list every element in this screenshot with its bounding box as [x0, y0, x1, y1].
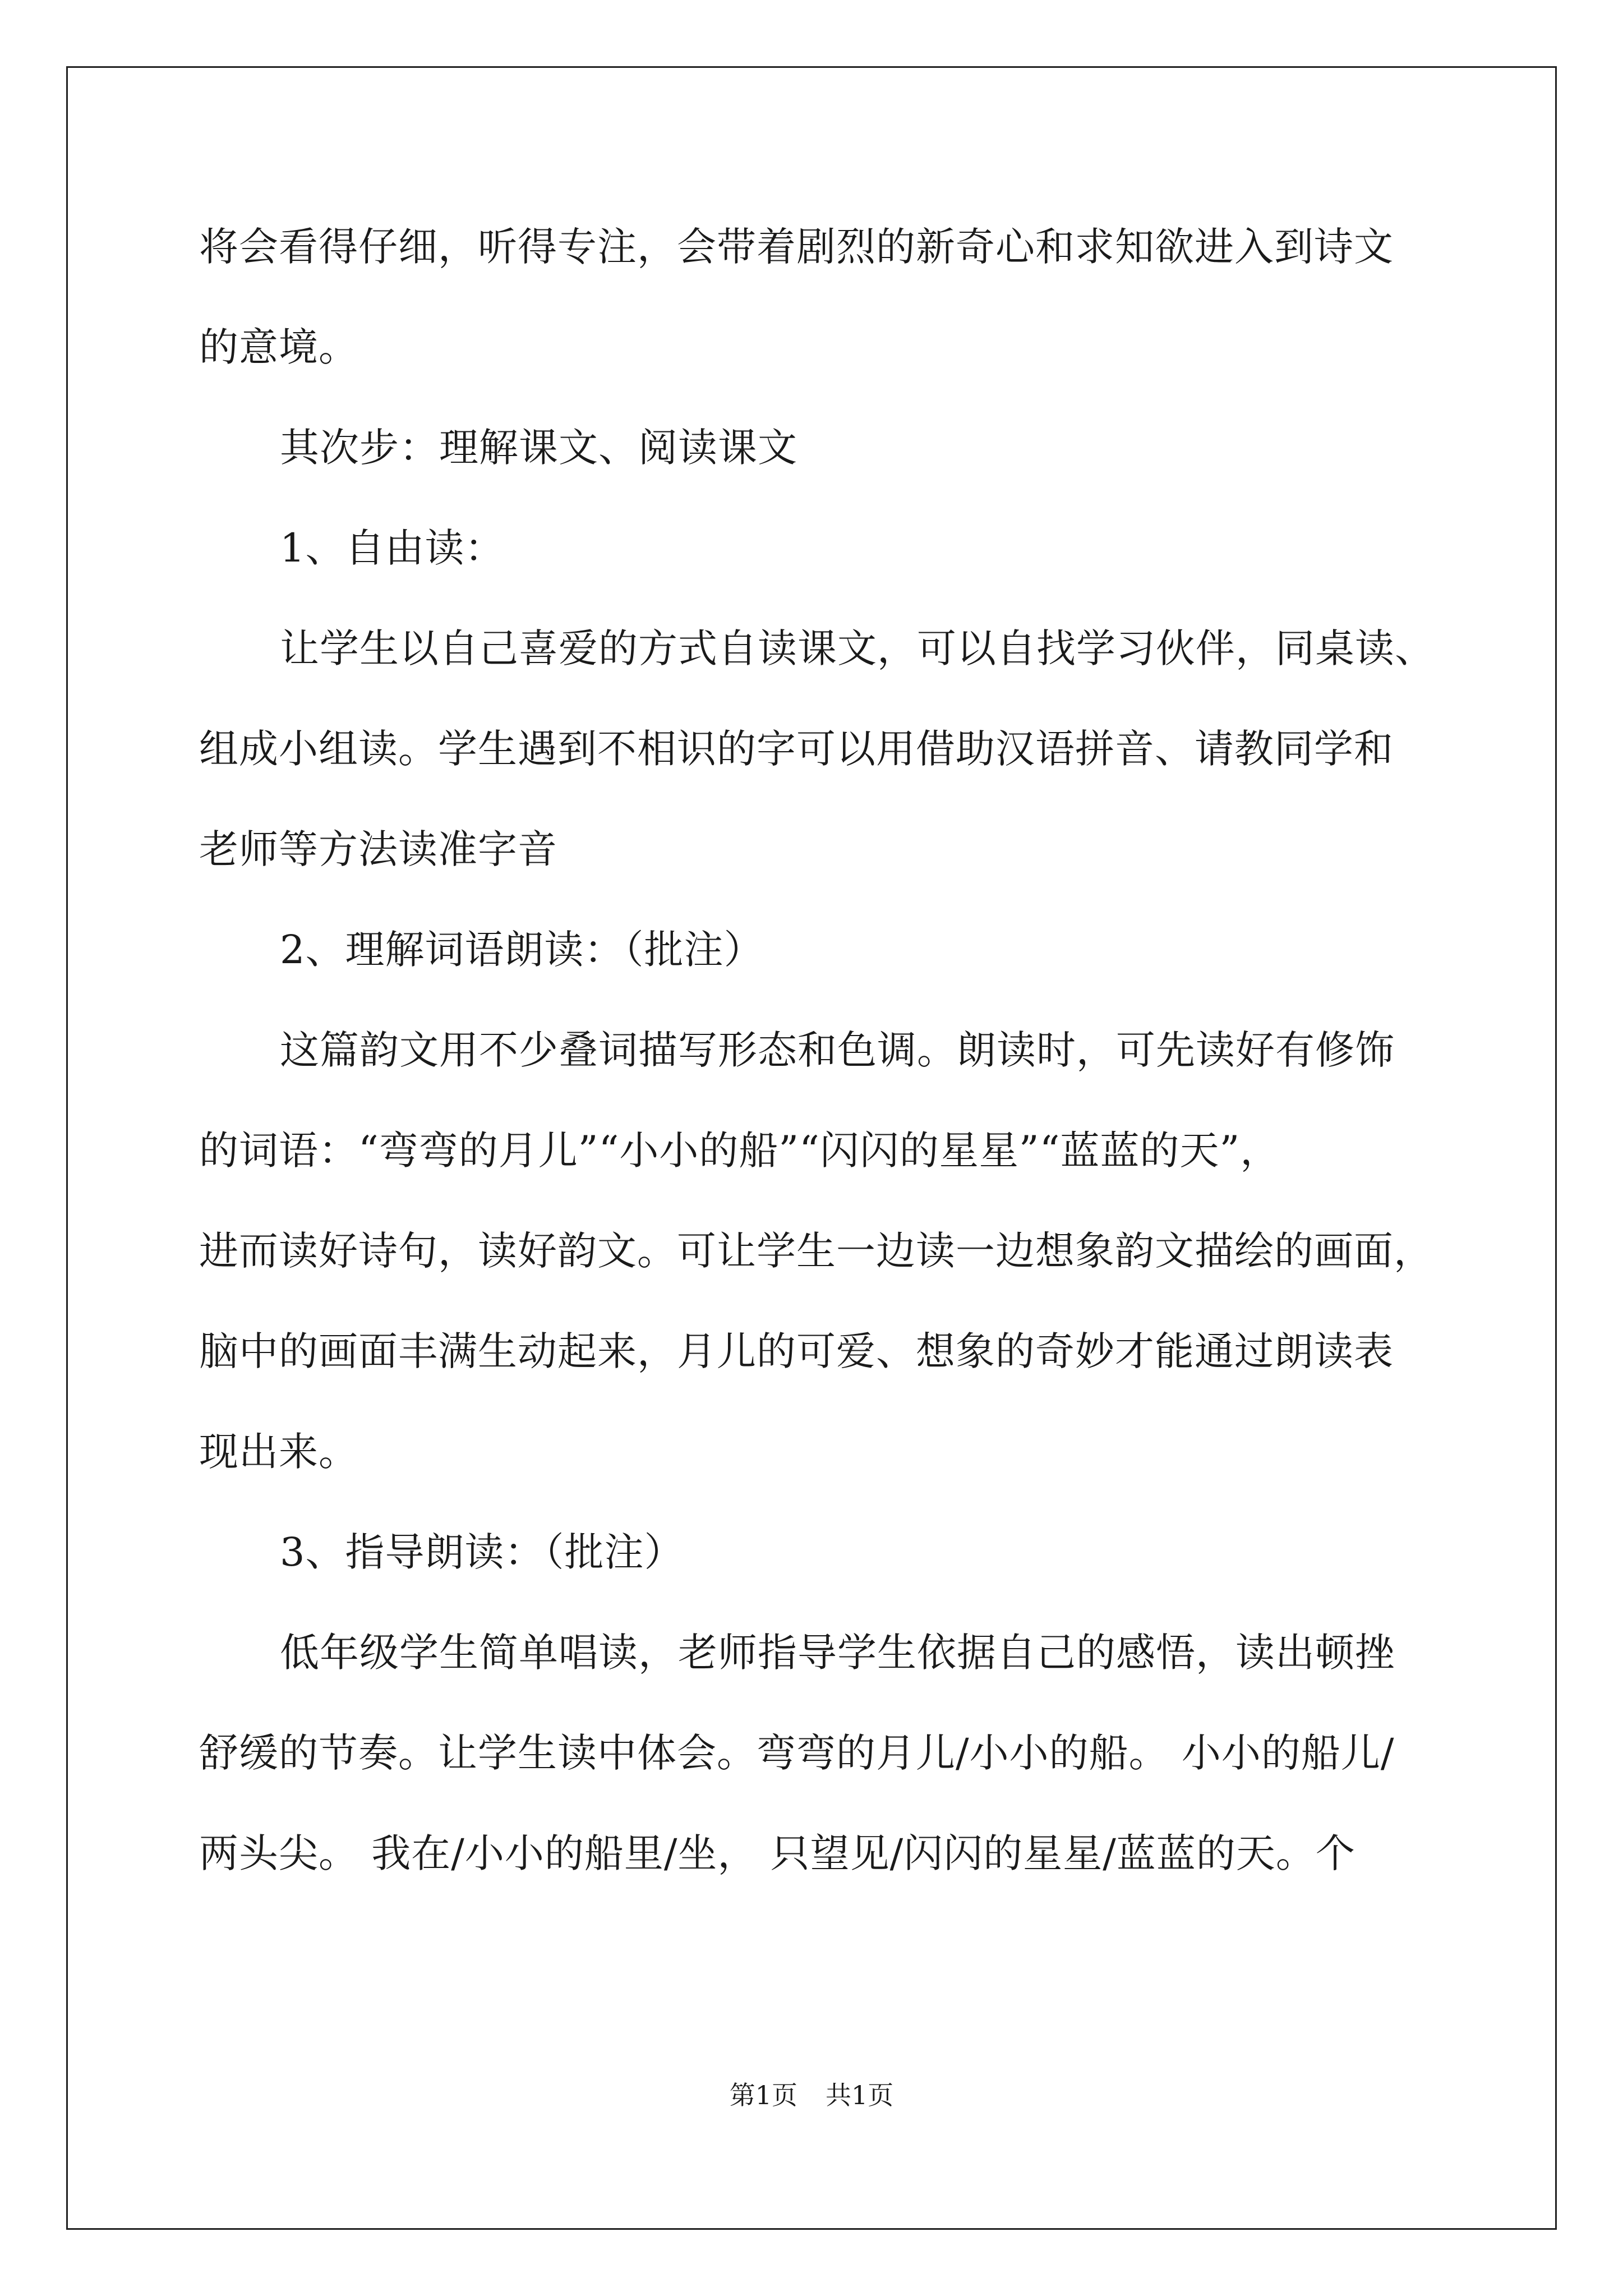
text-line: 将会看得仔细，听得专注，会带着剧烈的新奇心和求知欲进入到诗文: [199, 224, 1394, 270]
page-number: 第1页: [729, 2080, 797, 2110]
page-footer: [0, 2078, 1623, 2112]
step-heading: 2、理解词语朗读：（批注）: [280, 927, 764, 973]
section-heading: 其次步：理解课文、阅读课文: [280, 425, 797, 471]
text-line: 的意境。: [199, 324, 358, 370]
text-line: 两头尖。 我在/小小的船里/坐， 只望见/闪闪的星星/蓝蓝的天。个: [199, 1830, 1355, 1876]
step-heading: 3、指导朗读：（批注）: [280, 1529, 684, 1575]
text-line: 脑中的画面丰满生动起来，月儿的可爱、想象的奇妙才能通过朗读表: [199, 1328, 1394, 1374]
text-line: 低年级学生简单唱读，老师指导学生依据自己的感悟，读出顿挫: [280, 1630, 1395, 1676]
page-total: 共1页: [826, 2080, 894, 2110]
step-heading: 1、自由读：: [280, 525, 505, 571]
text-line: 舒缓的节奏。让学生读中体会。弯弯的月儿/小小的船。 小小的船儿/: [199, 1730, 1395, 1776]
text-line: 老师等方法读准字音: [199, 826, 557, 872]
text-line: 的词语：“弯弯的月儿”“小小的船”“闪闪的星星”“蓝蓝的天”，: [199, 1128, 1280, 1174]
text-line: 这篇韵文用不少叠词描写形态和色调。朗读时，可先读好有修饰: [280, 1027, 1395, 1073]
text-line: 进而读好诗句，读好韵文。可让学生一边读一边想象韵文描绘的画面，: [199, 1228, 1433, 1274]
text-line: 组成小组读。学生遇到不相识的字可以用借助汉语拼音、请教同学和: [199, 726, 1394, 772]
text-line: 让学生以自己喜爱的方式自读课文，可以自找学习伙伴，同桌读、: [280, 625, 1435, 671]
text-line: 现出来。: [199, 1429, 358, 1475]
